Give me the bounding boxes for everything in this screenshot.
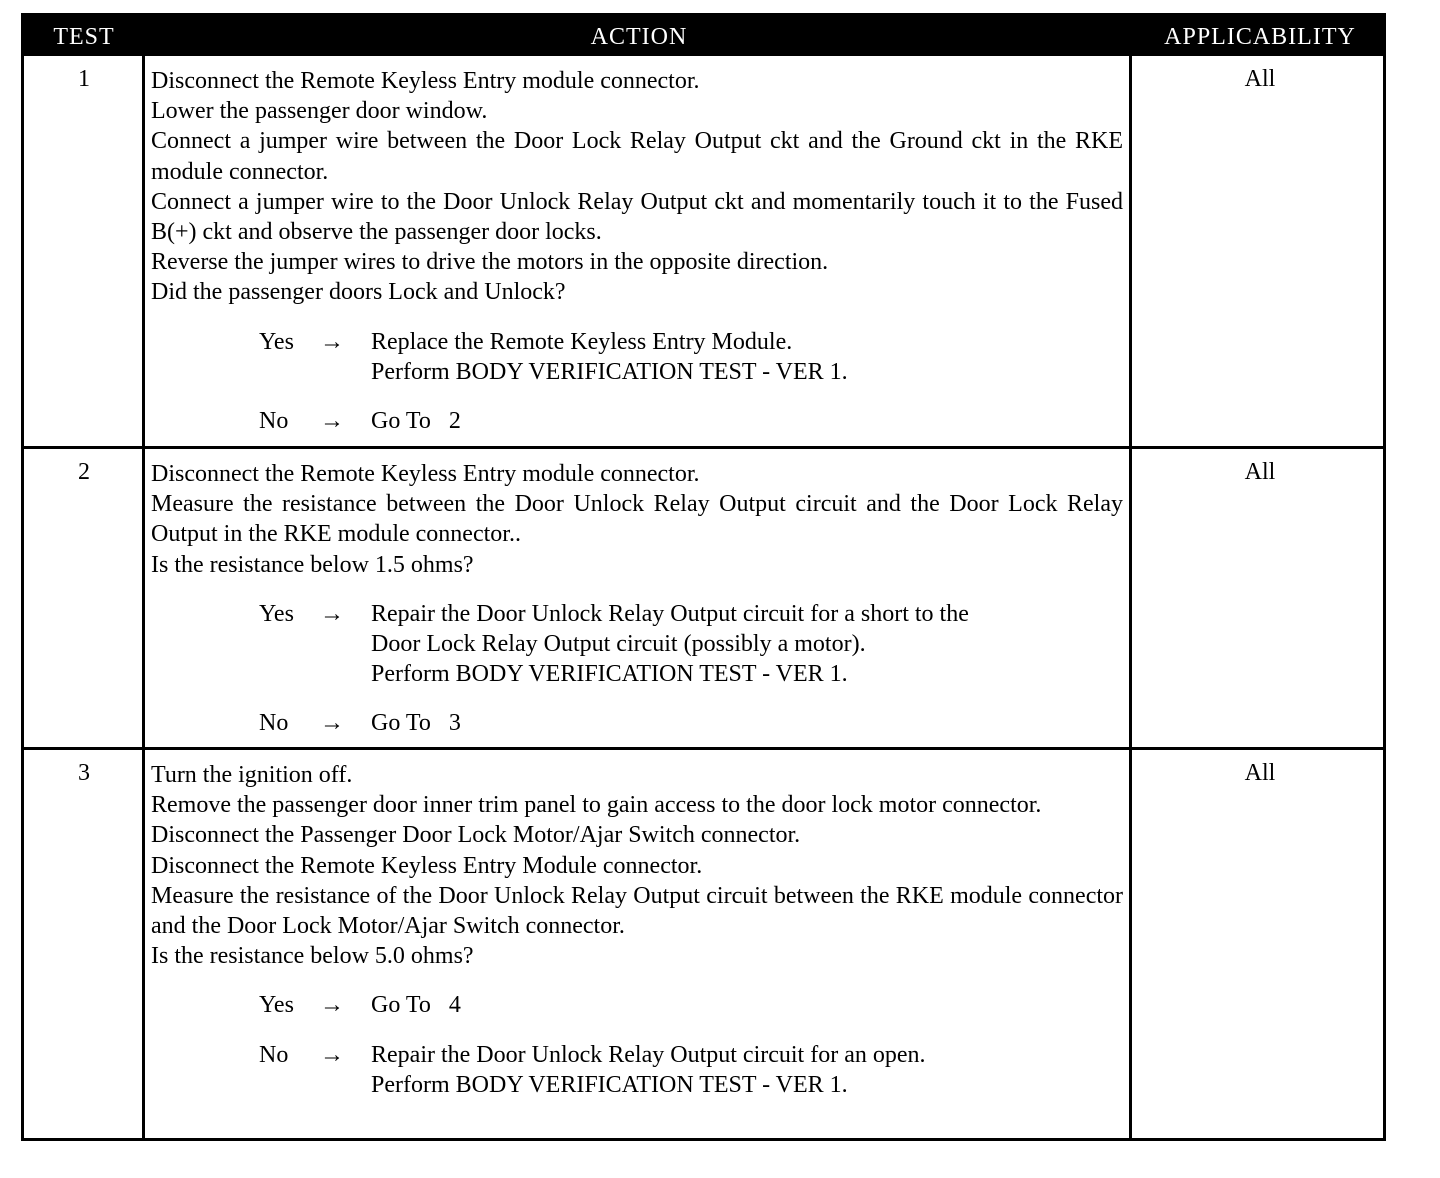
test-number: 2	[78, 459, 90, 485]
diagnostic-test-table	[21, 13, 1386, 1141]
yes-label: Yes	[259, 600, 294, 627]
no-result: Repair the Door Unlock Relay Output circuit for an open.	[371, 1041, 926, 1068]
yes-result: Repair the Door Unlock Relay Output circuit for a short to the	[371, 600, 969, 627]
test-number: 3	[78, 760, 90, 786]
table-header	[24, 16, 1383, 56]
no-label: No	[259, 408, 289, 435]
no-label: No	[259, 710, 289, 737]
step: Turn the ignition off.	[151, 762, 353, 788]
step: Measure the resistance between the Door Unlock Relay Output circuit and the Door Lock Relay Output in the RKE module connector..	[151, 491, 1123, 548]
step: Connect a jumper wire to the Door Unlock Relay Output ckt and momentarily touch it to the Fused B(+) ckt and observe the passenger door locks.	[151, 188, 1123, 246]
no-result-continued: Perform BODY VERIFICATION TEST - VER 1.	[371, 1071, 848, 1098]
header-test: TEST	[53, 24, 115, 50]
step: Disconnect the Passenger Door Lock Motor/Ajar Switch connector.	[151, 822, 801, 849]
yes-response	[151, 599, 1123, 629]
no-response	[151, 1040, 1123, 1070]
step: Is the resistance below 5.0 ohms?	[151, 943, 474, 970]
step: Lower the passenger door window.	[151, 98, 488, 125]
yes-result-continued: Perform BODY VERIFICATION TEST - VER 1.	[371, 661, 848, 688]
applicability-value: All	[1244, 66, 1276, 92]
yes-response	[151, 327, 1123, 357]
table-row-test-1	[24, 56, 1383, 448]
yes-result-continued: Door Lock Relay Output circuit (possibly a motor).	[371, 631, 866, 657]
table-row-test-2	[24, 449, 1383, 748]
arrow-right-icon: →	[320, 408, 344, 435]
yes-result-continued: Perform BODY VERIFICATION TEST - VER 1.	[371, 358, 848, 385]
step: Disconnect the Remote Keyless Entry module connector.	[151, 461, 700, 487]
yes-label: Yes	[259, 992, 294, 1019]
no-result: Go To 3	[371, 710, 461, 737]
yes-response	[151, 990, 1123, 1020]
yes-result: Replace the Remote Keyless Entry Module.	[371, 328, 793, 355]
step: Reverse the jumper wires to drive the motors in the opposite direction.	[151, 249, 829, 276]
yes-result: Go To 4	[371, 992, 461, 1019]
arrow-right-icon: →	[320, 710, 344, 737]
no-label: No	[259, 1041, 289, 1068]
no-response	[151, 708, 1123, 738]
action-cell	[151, 66, 1123, 436]
action-cell	[151, 459, 1123, 739]
step: Did the passenger doors Lock and Unlock?	[151, 279, 566, 306]
applicability-value: All	[1244, 760, 1276, 786]
header-applicability: APPLICABILITY	[1164, 24, 1356, 50]
arrow-right-icon: →	[320, 600, 344, 627]
column-divider	[142, 56, 145, 1138]
step: Measure the resistance of the Door Unlock Relay Output circuit between the RKE module connector and the Door Lock Motor/Ajar Switch connector.	[151, 882, 1123, 940]
step: Remove the passenger door inner trim panel to gain access to the door lock motor connector.	[151, 792, 1042, 819]
applicability-value: All	[1244, 459, 1276, 485]
step: Disconnect the Remote Keyless Entry Module connector.	[151, 852, 703, 879]
arrow-right-icon: →	[320, 992, 344, 1019]
column-divider	[1129, 56, 1132, 1138]
action-cell	[151, 760, 1123, 1100]
arrow-right-icon: →	[320, 328, 344, 355]
no-result: Go To 2	[371, 408, 461, 435]
no-response	[151, 406, 1123, 436]
step: Disconnect the Remote Keyless Entry module connector.	[151, 68, 700, 94]
test-number: 1	[78, 66, 90, 92]
table-row-test-3	[24, 750, 1383, 1138]
step: Is the resistance below 1.5 ohms?	[151, 551, 474, 578]
yes-label: Yes	[259, 328, 294, 355]
step: Connect a jumper wire between the Door Lock Relay Output ckt and the Ground ckt in the RKE module connector.	[151, 128, 1123, 185]
arrow-right-icon: →	[320, 1041, 344, 1068]
header-action: ACTION	[590, 24, 688, 50]
